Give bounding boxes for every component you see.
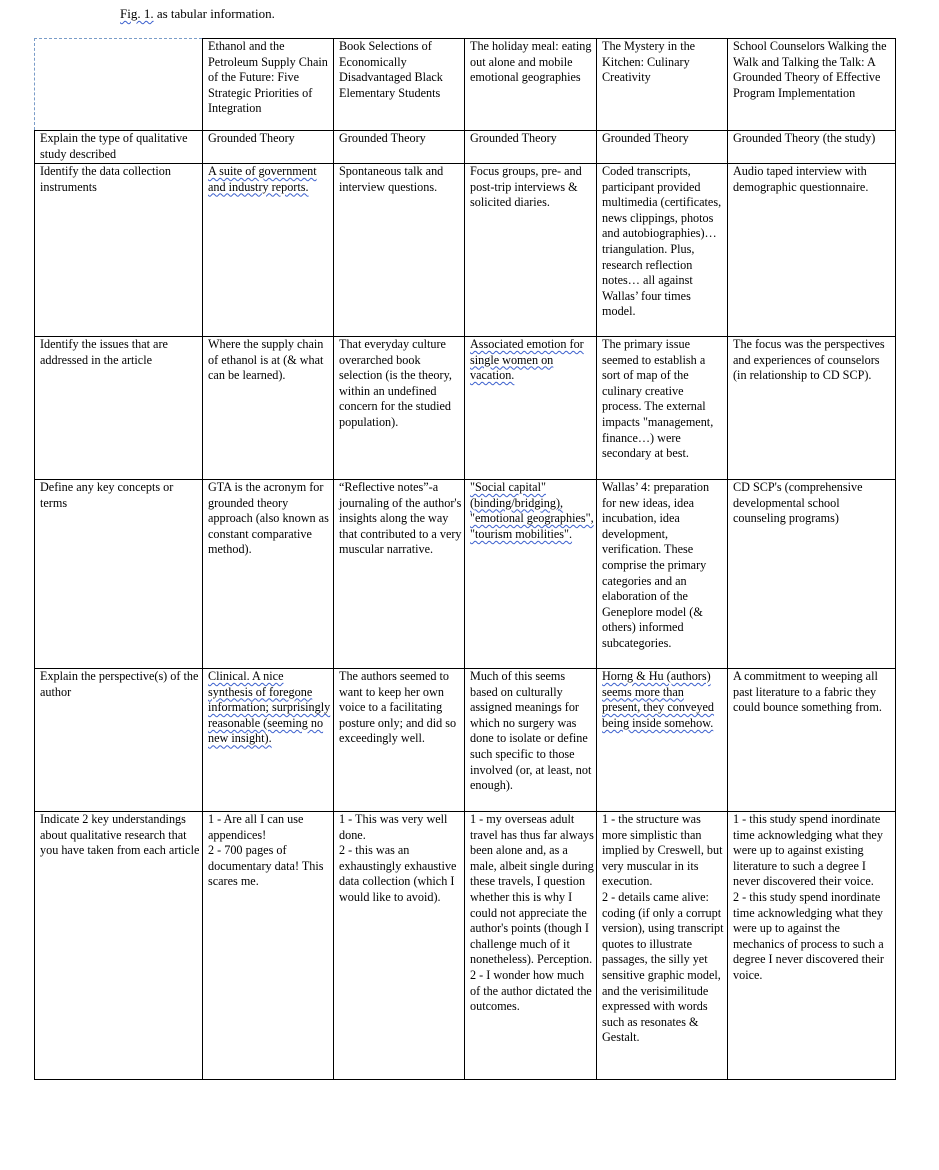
row-label-perspective: Explain the perspective(s) of the author: [35, 669, 203, 812]
figure-caption-text: as tabular information.: [153, 6, 275, 21]
table-cell: Associated emotion for single women on vacation.: [465, 337, 597, 480]
table-row: [35, 812, 896, 1080]
table-cell: 1 - This was very well done. 2 - this was an exhaustingly exhaustive data collection (which I would like to avoid).: [334, 812, 465, 1080]
table-cell: Spontaneous talk and interview questions.: [334, 164, 465, 337]
table-cell: A suite of government and industry reports.: [203, 164, 334, 337]
table-cell: The focus was the perspectives and experiences of counselors (in relationship to CD SCP).: [728, 337, 896, 480]
column-header-mystery-kitchen: The Mystery in the Kitchen: Culinary Creativity: [597, 39, 728, 131]
table-cell: A commitment to weeping all past literature to a fabric they could bounce something from.: [728, 669, 896, 812]
column-header-ethanol: Ethanol and the Petroleum Supply Chain of the Future: Five Strategic Priorities of Integration: [203, 39, 334, 131]
table-row: [35, 669, 896, 812]
table-cell: Grounded Theory: [203, 131, 334, 164]
figure-caption: [120, 6, 275, 22]
table-cell: That everyday culture overarched book selection (is the theory, within an undefined concern for the studied population).: [334, 337, 465, 480]
column-header-school-counselors: School Counselors Walking the Walk and Talking the Talk: A Grounded Theory of Effective Program Implementation: [728, 39, 896, 131]
table-cell: GTA is the acronym for grounded theory approach (also known as constant comparative method).: [203, 480, 334, 669]
table-cell: Grounded Theory: [465, 131, 597, 164]
table-cell: 1 - Are all I can use appendices! 2 - 700 pages of documentary data! This scares me.: [203, 812, 334, 1080]
row-label-data-collection: Identify the data collection instruments: [35, 164, 203, 337]
table-cell: Grounded Theory (the study): [728, 131, 896, 164]
table-cell: 1 - my overseas adult travel has thus far always been alone and, as a male, albeit single during these travels, I question whether this is why I could not appreciate the author's points (though I challenge much of it nonetheless). Perception. 2 - I wonder how much of the author dictated the outcomes.: [465, 812, 597, 1080]
row-label-key-understandings: Indicate 2 key understandings about qualitative research that you have taken from each article: [35, 812, 203, 1080]
table-cell: Grounded Theory: [597, 131, 728, 164]
column-header-holiday-meal: The holiday meal: eating out alone and mobile emotional geographies: [465, 39, 597, 131]
figure-caption-number: Fig. 1.: [120, 6, 154, 21]
row-label-issues: Identify the issues that are addressed in the article: [35, 337, 203, 480]
table-cell: Horng & Hu (authors) seems more than present, they conveyed being inside somehow.: [597, 669, 728, 812]
row-label-key-concepts: Define any key concepts or terms: [35, 480, 203, 669]
table-cell: The primary issue seemed to establish a sort of map of the culinary creative process. The external impacts "management, finance…) were secondary at best.: [597, 337, 728, 480]
table-cell: Coded transcripts, participant provided multimedia (certificates, news clippings, photos and autobiographies)… triangulation. Plus, research reflection notes… all against Wallas’ four times model.: [597, 164, 728, 337]
table-cell: "Social capital" (binding/bridging), "emotional geographies", "tourism mobilities".: [465, 480, 597, 669]
table-corner-cell: [35, 39, 203, 131]
table-cell: Clinical. A nice synthesis of foregone information; surprisingly reasonable (seeming no new insight).: [203, 669, 334, 812]
table-cell: The authors seemed to want to keep her own voice to a facilitating posture only; and did so exceedingly well.: [334, 669, 465, 812]
table-cell: Focus groups, pre- and post-trip interviews & solicited diaries.: [465, 164, 597, 337]
table-cell: 1 - this study spend inordinate time acknowledging what they were up to against existing literature to such a degree I never discovered their voice. 2 - this study spend inordinate time acknowledging what they were up to against the mechanics of process to such a degree I never discovered their voice.: [728, 812, 896, 1080]
table-cell: Wallas’ 4: preparation for new ideas, idea incubation, idea development, verification. These comprise the primary categories and an elaboration of the Geneplore model (& others) informed subcategories.: [597, 480, 728, 669]
table-cell: “Reflective notes”-a journaling of the author's insights along the way that contributed to a very muscular narrative.: [334, 480, 465, 669]
comparison-table: [34, 38, 896, 1080]
table-header-row: [35, 39, 896, 131]
row-label-study-type: Explain the type of qualitative study described: [35, 131, 203, 164]
table-row: [35, 337, 896, 480]
table-row: [35, 480, 896, 669]
column-header-book-selections: Book Selections of Economically Disadvantaged Black Elementary Students: [334, 39, 465, 131]
table-cell: Grounded Theory: [334, 131, 465, 164]
table-cell: Where the supply chain of ethanol is at (& what can be learned).: [203, 337, 334, 480]
table-row: [35, 131, 896, 164]
table-cell: 1 - the structure was more simplistic than implied by Creswell, but very muscular in its execution. 2 - details came alive: coding (if only a corrupt version), using transcript quotes to illustrate passages, the silly yet sensitive graphic model, and the verisimilitude expressed with words such as resonates & Gestalt.: [597, 812, 728, 1080]
table-cell: Audio taped interview with demographic questionnaire.: [728, 164, 896, 337]
table-cell: Much of this seems based on culturally assigned meanings for which no surgery was done to isolate or define such specific to those involved (or, at least, not enough).: [465, 669, 597, 812]
table-cell: CD SCP's (comprehensive developmental school counseling programs): [728, 480, 896, 669]
table-row: [35, 164, 896, 337]
